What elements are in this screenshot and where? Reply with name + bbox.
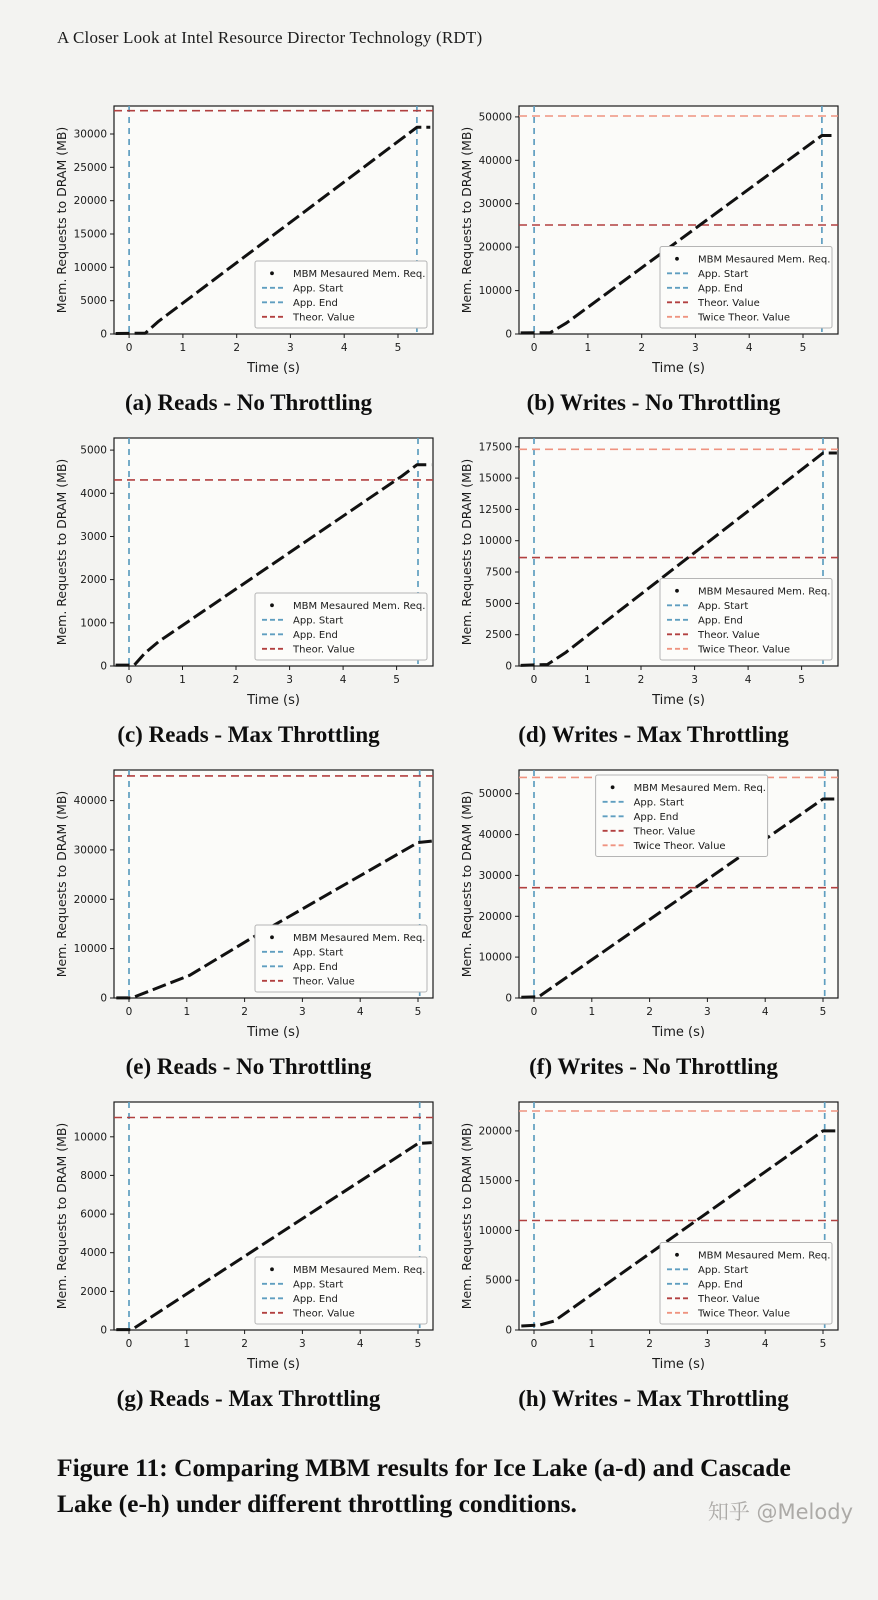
- svg-text:0: 0: [530, 342, 538, 354]
- svg-text:Mem. Requests to DRAM (MB): Mem. Requests to DRAM (MB): [54, 790, 69, 978]
- svg-text:3: 3: [299, 1338, 306, 1350]
- svg-text:3: 3: [299, 1006, 306, 1018]
- svg-text:MBM Mesaured Mem. Req.: MBM Mesaured Mem. Req.: [293, 600, 426, 612]
- chart-b: [457, 96, 850, 378]
- svg-text:10000: 10000: [478, 951, 512, 964]
- svg-text:Theor. Value: Theor. Value: [633, 826, 696, 838]
- svg-text:MBM Mesaured Mem. Req.: MBM Mesaured Mem. Req.: [698, 254, 831, 266]
- caption-row-3: [0, 1042, 878, 1092]
- svg-text:3: 3: [704, 1006, 711, 1018]
- svg-text:App. End: App. End: [293, 961, 338, 973]
- svg-text:2000: 2000: [80, 574, 107, 587]
- svg-text:20000: 20000: [73, 195, 107, 208]
- svg-text:5000: 5000: [485, 597, 512, 610]
- svg-text:5000: 5000: [80, 295, 107, 308]
- svg-text:0: 0: [100, 1324, 107, 1337]
- svg-text:10000: 10000: [73, 261, 107, 274]
- svg-text:App. Start: App. Start: [293, 615, 344, 627]
- svg-text:12500: 12500: [478, 503, 512, 516]
- caption-row-2: [0, 710, 878, 760]
- svg-text:0: 0: [125, 1006, 133, 1018]
- caption-row-1: [0, 378, 878, 428]
- chart-h: [457, 1092, 850, 1374]
- svg-text:15000: 15000: [478, 1175, 512, 1188]
- chart-a: [52, 96, 445, 378]
- chart-row-4: [0, 1092, 878, 1374]
- svg-text:3000: 3000: [80, 531, 107, 543]
- svg-text:4: 4: [339, 674, 347, 686]
- svg-text:0: 0: [505, 1324, 512, 1337]
- svg-text:App. Start: App. Start: [698, 1264, 749, 1276]
- svg-text:4000: 4000: [80, 487, 107, 500]
- svg-text:3: 3: [692, 342, 699, 354]
- svg-text:Time (s): Time (s): [247, 693, 300, 708]
- svg-text:5: 5: [819, 1006, 827, 1018]
- svg-text:Mem. Requests to DRAM (MB): Mem. Requests to DRAM (MB): [54, 458, 69, 646]
- svg-text:10000: 10000: [73, 943, 107, 956]
- svg-text:Time (s): Time (s): [652, 693, 705, 708]
- svg-text:2: 2: [637, 674, 645, 686]
- svg-text:5: 5: [798, 674, 805, 686]
- svg-text:App. End: App. End: [293, 297, 338, 309]
- svg-text:10000: 10000: [478, 285, 512, 298]
- svg-text:1: 1: [584, 674, 591, 686]
- svg-text:25000: 25000: [73, 161, 107, 174]
- svg-text:1: 1: [588, 1006, 596, 1018]
- svg-text:Time (s): Time (s): [247, 1357, 300, 1372]
- svg-text:2: 2: [233, 342, 241, 354]
- svg-text:4: 4: [356, 1338, 364, 1350]
- svg-text:Time (s): Time (s): [652, 361, 705, 376]
- chart-d: [457, 428, 850, 710]
- svg-text:Time (s): Time (s): [652, 1357, 705, 1372]
- svg-text:0: 0: [530, 1338, 538, 1350]
- svg-text:2: 2: [646, 1006, 653, 1018]
- subcaption-e: (e) Reads - No Throttling: [125, 1054, 372, 1079]
- svg-text:20000: 20000: [73, 893, 107, 906]
- svg-text:App. Start: App. Start: [698, 600, 749, 612]
- svg-text:MBM Mesaured Mem. Req.: MBM Mesaured Mem. Req.: [698, 1250, 831, 1262]
- svg-text:MBM Mesaured Mem. Req.: MBM Mesaured Mem. Req.: [293, 1264, 426, 1276]
- svg-text:Theor. Value: Theor. Value: [698, 297, 760, 309]
- svg-text:Mem. Requests to DRAM (MB): Mem. Requests to DRAM (MB): [459, 790, 474, 978]
- svg-text:7500: 7500: [485, 566, 512, 579]
- svg-text:Time (s): Time (s): [247, 1025, 300, 1040]
- svg-text:App. End: App. End: [698, 283, 743, 295]
- svg-text:App. Start: App. Start: [698, 268, 749, 280]
- svg-text:Theor. Value: Theor. Value: [293, 976, 355, 988]
- svg-text:2: 2: [232, 674, 240, 686]
- svg-text:15000: 15000: [73, 228, 107, 241]
- svg-text:App. End: App. End: [698, 615, 743, 627]
- svg-text:20000: 20000: [478, 241, 512, 254]
- svg-text:2: 2: [646, 1338, 653, 1350]
- svg-text:30000: 30000: [478, 198, 512, 211]
- svg-text:App. Start: App. Start: [293, 283, 344, 295]
- running-header: A Closer Look at Intel Resource Director Technology (RDT): [57, 28, 483, 47]
- chart-g: [52, 1092, 445, 1374]
- svg-text:0: 0: [100, 992, 107, 1005]
- svg-text:4: 4: [761, 1006, 769, 1018]
- figure-caption: Figure 11: Comparing MBM results for Ice Lake (a-d) and Cascade Lake (e-h) under different throttling conditions.: [57, 1453, 791, 1519]
- svg-text:Theor. Value: Theor. Value: [293, 312, 355, 324]
- svg-text:4000: 4000: [80, 1247, 107, 1260]
- subcaption-g: (g) Reads - Max Throttling: [116, 1386, 381, 1411]
- svg-text:6000: 6000: [80, 1208, 107, 1221]
- svg-text:30000: 30000: [478, 869, 512, 882]
- svg-text:2000: 2000: [80, 1285, 107, 1298]
- svg-text:1: 1: [588, 1338, 596, 1350]
- svg-text:4: 4: [745, 342, 753, 354]
- svg-text:App. Start: App. Start: [293, 1279, 344, 1291]
- svg-text:5: 5: [394, 342, 402, 354]
- svg-text:0: 0: [505, 328, 512, 341]
- caption-row-4: [0, 1374, 878, 1424]
- svg-text:1000: 1000: [80, 617, 107, 630]
- svg-text:2500: 2500: [485, 629, 512, 642]
- svg-text:2: 2: [241, 1006, 248, 1018]
- svg-text:App. Start: App. Start: [633, 797, 684, 809]
- svg-text:50000: 50000: [478, 111, 512, 124]
- svg-text:0: 0: [125, 1338, 133, 1350]
- subcaption-f: (f) Writes - No Throttling: [529, 1054, 778, 1079]
- svg-text:Twice Theor. Value: Twice Theor. Value: [698, 1308, 790, 1320]
- svg-text:MBM Mesaured Mem. Req.: MBM Mesaured Mem. Req.: [293, 268, 426, 280]
- svg-text:App. End: App. End: [293, 629, 338, 641]
- svg-text:MBM Mesaured Mem. Req.: MBM Mesaured Mem. Req.: [698, 586, 831, 598]
- svg-text:20000: 20000: [478, 1125, 512, 1138]
- svg-text:1: 1: [183, 1006, 191, 1018]
- svg-text:3: 3: [704, 1338, 711, 1350]
- svg-text:30000: 30000: [73, 128, 107, 141]
- svg-text:0: 0: [505, 992, 512, 1005]
- svg-text:Twice Theor. Value: Twice Theor. Value: [633, 840, 726, 852]
- svg-text:Theor. Value: Theor. Value: [698, 1293, 760, 1305]
- chart-row-2: [0, 428, 878, 710]
- svg-text:5: 5: [414, 1338, 422, 1350]
- svg-text:MBM Mesaured Mem. Req.: MBM Mesaured Mem. Req.: [633, 782, 766, 794]
- svg-text:Theor. Value: Theor. Value: [293, 1308, 355, 1320]
- svg-text:Theor. Value: Theor. Value: [293, 644, 355, 656]
- svg-text:5: 5: [414, 1006, 422, 1018]
- svg-text:3: 3: [287, 342, 294, 354]
- chart-f: [457, 760, 850, 1042]
- svg-text:0: 0: [125, 342, 133, 354]
- svg-text:App. End: App. End: [633, 811, 679, 823]
- svg-text:50000: 50000: [478, 788, 512, 801]
- chart-row-1: [0, 96, 878, 378]
- svg-text:5: 5: [799, 342, 807, 354]
- svg-text:40000: 40000: [478, 154, 512, 167]
- svg-text:2: 2: [241, 1338, 248, 1350]
- svg-text:App. End: App. End: [293, 1293, 338, 1305]
- svg-text:5000: 5000: [485, 1274, 512, 1287]
- svg-text:4: 4: [356, 1006, 364, 1018]
- svg-text:Mem. Requests to DRAM (MB): Mem. Requests to DRAM (MB): [459, 126, 474, 314]
- svg-text:0: 0: [530, 674, 538, 686]
- svg-text:0: 0: [100, 660, 107, 673]
- svg-text:0: 0: [100, 328, 107, 341]
- svg-text:30000: 30000: [73, 844, 107, 857]
- subcaption-h: (h) Writes - Max Throttling: [518, 1386, 789, 1411]
- svg-text:Theor. Value: Theor. Value: [698, 629, 760, 641]
- svg-text:10000: 10000: [478, 1224, 512, 1237]
- svg-text:Mem. Requests to DRAM (MB): Mem. Requests to DRAM (MB): [459, 1122, 474, 1310]
- svg-text:40000: 40000: [73, 795, 107, 808]
- svg-text:15000: 15000: [478, 472, 512, 485]
- svg-text:4: 4: [761, 1338, 769, 1350]
- svg-text:8000: 8000: [80, 1169, 107, 1182]
- svg-text:10000: 10000: [478, 535, 512, 548]
- chart-row-3: [0, 760, 878, 1042]
- subcaption-c: (c) Reads - Max Throttling: [117, 722, 380, 747]
- svg-text:Time (s): Time (s): [652, 1025, 705, 1040]
- svg-text:4: 4: [744, 674, 752, 686]
- svg-text:5: 5: [393, 674, 400, 686]
- subcaption-a: (a) Reads - No Throttling: [124, 390, 373, 415]
- svg-text:Mem. Requests to DRAM (MB): Mem. Requests to DRAM (MB): [54, 1122, 69, 1310]
- svg-text:1: 1: [179, 674, 186, 686]
- chart-c: [52, 428, 445, 710]
- svg-text:Mem. Requests to DRAM (MB): Mem. Requests to DRAM (MB): [459, 458, 474, 646]
- svg-text:App. End: App. End: [698, 1279, 743, 1291]
- chart-e: [52, 760, 445, 1042]
- svg-text:5: 5: [819, 1338, 827, 1350]
- svg-text:20000: 20000: [478, 910, 512, 923]
- svg-text:17500: 17500: [478, 441, 512, 454]
- subcaption-d: (d) Writes - Max Throttling: [518, 722, 789, 747]
- svg-text:1: 1: [183, 1338, 191, 1350]
- svg-text:MBM Mesaured Mem. Req.: MBM Mesaured Mem. Req.: [293, 932, 426, 944]
- svg-text:1: 1: [584, 342, 592, 354]
- figure-caption-block: [57, 1450, 853, 1525]
- svg-text:Twice Theor. Value: Twice Theor. Value: [698, 312, 790, 324]
- svg-text:3: 3: [286, 674, 293, 686]
- svg-text:Twice Theor. Value: Twice Theor. Value: [698, 644, 790, 656]
- svg-text:0: 0: [530, 1006, 538, 1018]
- svg-text:4: 4: [340, 342, 348, 354]
- watermark: 知乎 @Melody: [707, 1500, 853, 1525]
- svg-text:2: 2: [638, 342, 646, 354]
- svg-text:40000: 40000: [478, 829, 512, 842]
- svg-text:App. Start: App. Start: [293, 947, 344, 959]
- svg-text:0: 0: [505, 660, 512, 673]
- svg-text:Mem. Requests to DRAM (MB): Mem. Requests to DRAM (MB): [54, 126, 69, 314]
- svg-text:5000: 5000: [80, 444, 107, 457]
- svg-text:Time (s): Time (s): [247, 361, 300, 376]
- subcaption-b: (b) Writes - No Throttling: [526, 390, 781, 415]
- svg-text:10000: 10000: [73, 1131, 107, 1144]
- svg-text:0: 0: [125, 674, 133, 686]
- svg-text:1: 1: [179, 342, 187, 354]
- svg-text:3: 3: [691, 674, 698, 686]
